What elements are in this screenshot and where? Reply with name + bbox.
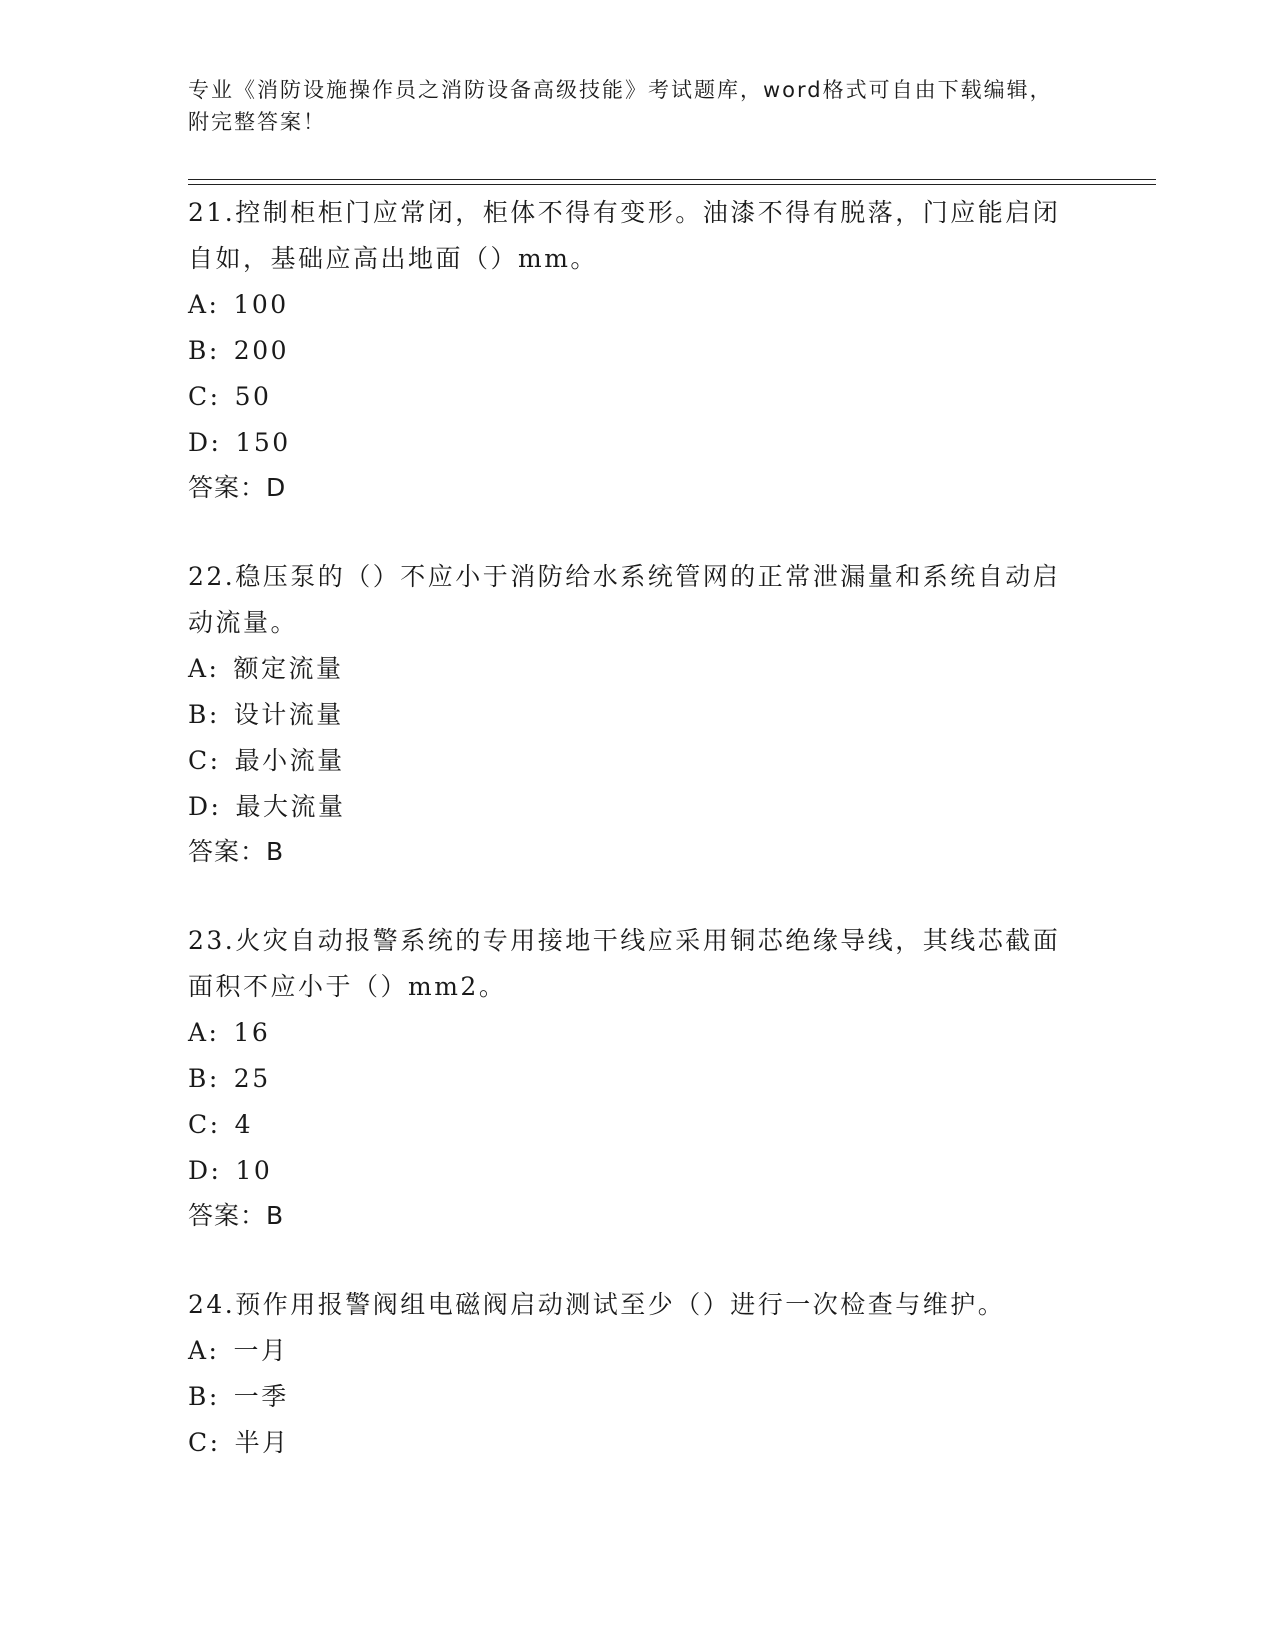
header-rule-bottom [188, 184, 1156, 185]
option-d [188, 420, 1088, 466]
option-b [188, 692, 1088, 738]
option-text: 150 [235, 428, 291, 457]
answer-label: 答案：B [188, 1201, 285, 1230]
question-stem: 22.稳压泵的（）不应小于消防给水系统管网的正常泄漏量和系统自动启动流量。 [188, 562, 1061, 637]
option-letter: B: [188, 700, 220, 729]
option-letter: D: [188, 1156, 222, 1185]
option-b [188, 328, 1088, 374]
option-text: 100 [233, 290, 289, 319]
option-letter: B: [188, 1382, 220, 1411]
option-letter: A: [188, 654, 220, 683]
option-letter: A: [188, 1336, 220, 1365]
option-b [188, 1374, 1088, 1420]
option-letter: C: [188, 382, 221, 411]
question-stem: 21.控制柜柜门应常闭，柜体不得有变形。油漆不得有脱落，门应能启闭自如，基础应高出地面（）mm。 [188, 198, 1061, 273]
option-c [188, 374, 1088, 420]
option-text: 50 [234, 382, 272, 411]
option-a [188, 1328, 1088, 1374]
question-stem: 24.预作用报警阀组电磁阀启动测试至少（）进行一次检查与维护。 [188, 1290, 1006, 1319]
option-letter: B: [188, 336, 220, 365]
option-letter: C: [188, 1110, 221, 1139]
option-letter: C: [188, 1428, 221, 1457]
answer-label: 答案：D [188, 473, 287, 502]
option-c [188, 1420, 1088, 1466]
option-c [188, 1102, 1088, 1148]
question-stem: 23.火灾自动报警系统的专用接地干线应采用铜芯绝缘导线，其线芯截面面积不应小于（）mm2。 [188, 926, 1061, 1001]
answer-label: 答案：B [188, 837, 285, 866]
option-text: 半月 [234, 1428, 290, 1457]
option-c [188, 738, 1088, 784]
option-text: 额定流量 [233, 654, 344, 683]
option-letter: D: [188, 792, 222, 821]
option-letter: D: [188, 428, 222, 457]
question-22 [188, 554, 1088, 874]
option-text: 一季 [233, 1382, 289, 1411]
question-23 [188, 918, 1088, 1238]
header-rule-top [188, 179, 1156, 180]
question-21 [188, 190, 1088, 510]
option-d [188, 1148, 1088, 1194]
document-header: 专业《消防设施操作员之消防设备高级技能》考试题库，word格式可自由下载编辑，附完整答案！ [188, 78, 1053, 134]
option-a [188, 1010, 1088, 1056]
option-text: 25 [233, 1064, 271, 1093]
question-list [188, 190, 1088, 1510]
option-text: 最大流量 [235, 792, 346, 821]
option-text: 一月 [233, 1336, 289, 1365]
option-text: 10 [235, 1156, 273, 1185]
option-text: 200 [233, 336, 290, 365]
option-d [188, 784, 1088, 830]
option-text: 16 [233, 1018, 271, 1047]
option-a [188, 646, 1088, 692]
question-24 [188, 1282, 1088, 1466]
option-text: 4 [234, 1110, 253, 1139]
option-letter: B: [188, 1064, 220, 1093]
option-a [188, 282, 1088, 328]
option-text: 设计流量 [233, 700, 344, 729]
option-letter: A: [188, 1018, 220, 1047]
option-letter: A: [188, 290, 220, 319]
option-b [188, 1056, 1088, 1102]
option-text: 最小流量 [234, 746, 345, 775]
option-letter: C: [188, 746, 221, 775]
